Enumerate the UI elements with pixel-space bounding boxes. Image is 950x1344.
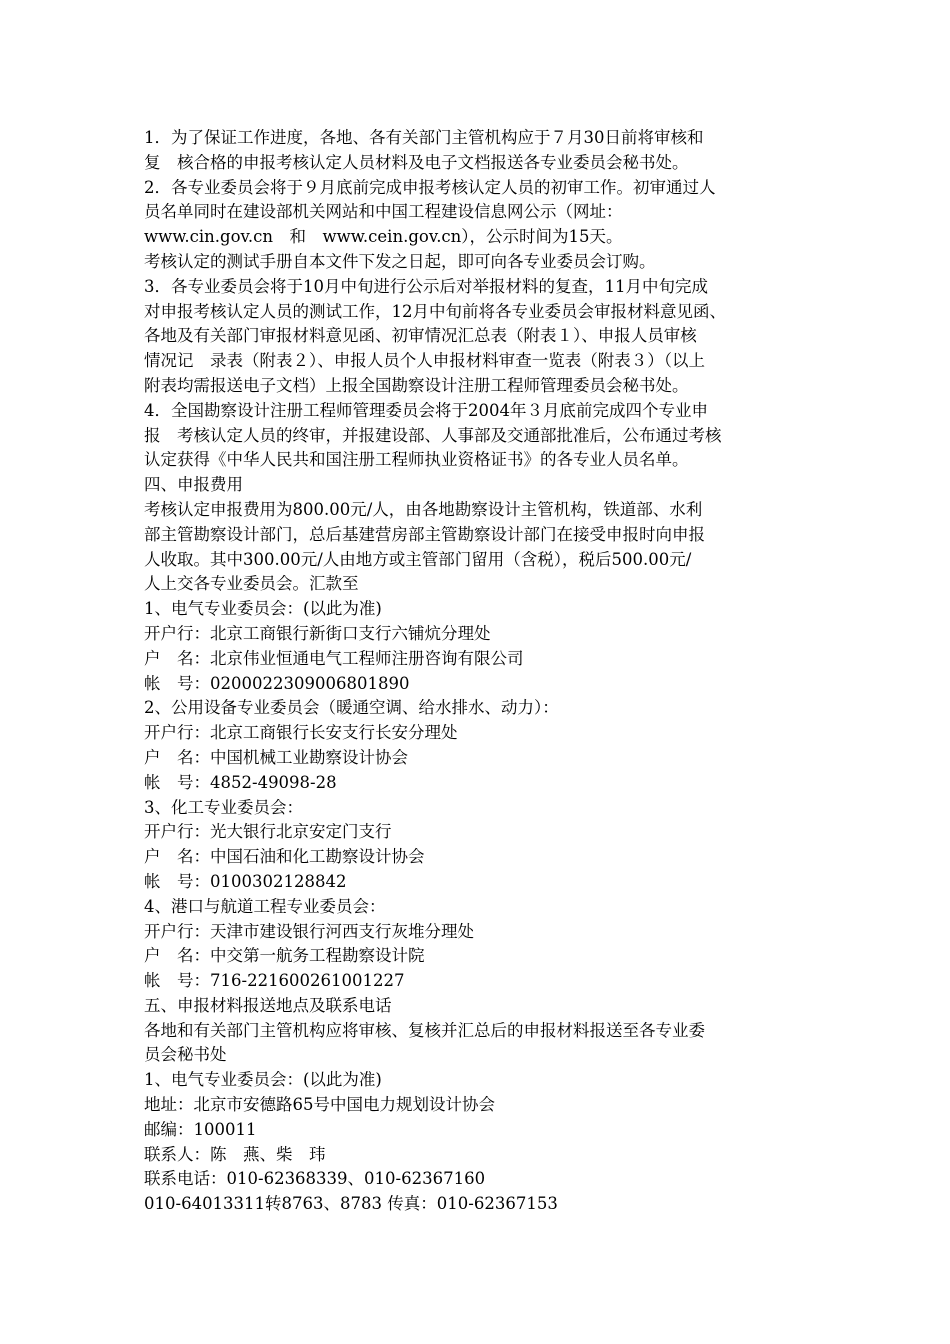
text-line: 人上交各专业委员会。汇款至 — [144, 574, 359, 594]
text-line: 员名单同时在建设部机关网站和中国工程建设信息网公示（网址： — [144, 202, 623, 222]
text-line: 对申报考核认定人员的测试工作，12月中旬前将各专业委员会审报材料意见函、 — [144, 301, 726, 321]
text-line: 户 名：中国机械工业勘察设计协会 — [144, 747, 408, 767]
document-body — [144, 126, 824, 1217]
text-line: 4．全国勘察设计注册工程师管理委员会将于2004年３月底前完成四个专业申 — [144, 400, 708, 420]
text-line: 人收取。其中300.00元/人由地方或主管部门留用（含税），税后500.00元/ — [144, 549, 692, 569]
text-line: 1、电气专业委员会：(以此为准) — [144, 599, 382, 619]
text-line: 地址：北京市安德路65号中国电力规划设计协会 — [144, 1095, 495, 1115]
text-line: www.cin.gov.cn 和 www.cein.gov.cn），公示时间为15天。 — [144, 227, 623, 247]
text-line: 报 考核认定人员的终审，并报建设部、人事部及交通部批准后，公布通过考核 — [144, 425, 722, 445]
text-line: 帐 号：0200022309006801890 — [144, 673, 410, 693]
text-line: 联系电话：010-62368339、010-62367160 — [144, 1169, 486, 1189]
text-line: 各地和有关部门主管机构应将审核、复核并汇总后的申报材料报送至各专业委 — [144, 1020, 705, 1040]
text-line: 联系人：陈 燕、柴 玮 — [144, 1144, 326, 1164]
text-line: 2、公用设备专业委员会（暖通空调、给水排水、动力）： — [144, 698, 559, 718]
text-line: 1．为了保证工作进度，各地、各有关部门主管机构应于７月30日前将审核和 — [144, 128, 704, 147]
text-line: 邮编：100011 — [144, 1119, 257, 1139]
text-line: 开户行：北京工商银行新街口支行六铺炕分理处 — [144, 623, 491, 643]
text-line: 考核认定的测试手册自本文件下发之日起，即可向各专业委员会订购。 — [144, 251, 656, 271]
text-line: 3、化工专业委员会： — [144, 797, 303, 817]
text-line: 户 名：中交第一航务工程勘察设计院 — [144, 946, 425, 966]
text-line: 部主管勘察设计部门，总后基建营房部主管勘察设计部门在接受申报时向申报 — [144, 524, 705, 544]
text-line: 开户行：北京工商银行长安支行长安分理处 — [144, 723, 458, 743]
text-line: 考核认定申报费用为800.00元/人，由各地勘察设计主管机构，铁道部、水利 — [144, 499, 703, 519]
text-line: 各地及有关部门审报材料意见函、初审情况汇总表（附表１）、申报人员审核 — [144, 326, 697, 346]
text-line: 开户行：光大银行北京安定门支行 — [144, 822, 392, 842]
text-line: 户 名：中国石油和化工勘察设计协会 — [144, 847, 425, 867]
text-line: 员会秘书处 — [144, 1045, 227, 1065]
text-line: 帐 号：4852-49098-28 — [144, 772, 337, 792]
text-line: 3．各专业委员会将于10月中旬进行公示后对举报材料的复查，11月中旬完成 — [144, 276, 708, 296]
text-line: 情况记 录表（附表２）、申报人员个人申报材料审查一览表（附表３）（以上 — [144, 351, 705, 371]
text-line: 复 核合格的申报考核认定人员材料及电子文档报送各专业委员会秘书处。 — [144, 152, 689, 172]
text-line: 开户行：天津市建设银行河西支行灰堆分理处 — [144, 921, 474, 941]
text-line: 4、港口与航道工程专业委员会： — [144, 896, 386, 916]
section-heading: 四、申报费用 — [144, 475, 243, 495]
text-line: 户 名：北京伟业恒通电气工程师注册咨询有限公司 — [144, 648, 524, 668]
text-line: 附表均需报送电子文档）上报全国勘察设计注册工程师管理委员会秘书处。 — [144, 375, 689, 395]
text-line: 010-64013311转8763、8783 传真：010-62367153 — [144, 1194, 558, 1214]
text-line: 2．各专业委员会将于９月底前完成申报考核认定人员的初审工作。初审通过人 — [144, 177, 716, 197]
section-heading: 五、申报材料报送地点及联系电话 — [144, 995, 392, 1015]
text-line: 1、电气专业委员会：(以此为准) — [144, 1070, 382, 1090]
text-line: 帐 号：716-221600261001227 — [144, 971, 405, 991]
text-line: 认定获得《中华人民共和国注册工程师执业资格证书》的各专业人员名单。 — [144, 450, 689, 470]
text-line: 帐 号：0100302128842 — [144, 871, 347, 891]
